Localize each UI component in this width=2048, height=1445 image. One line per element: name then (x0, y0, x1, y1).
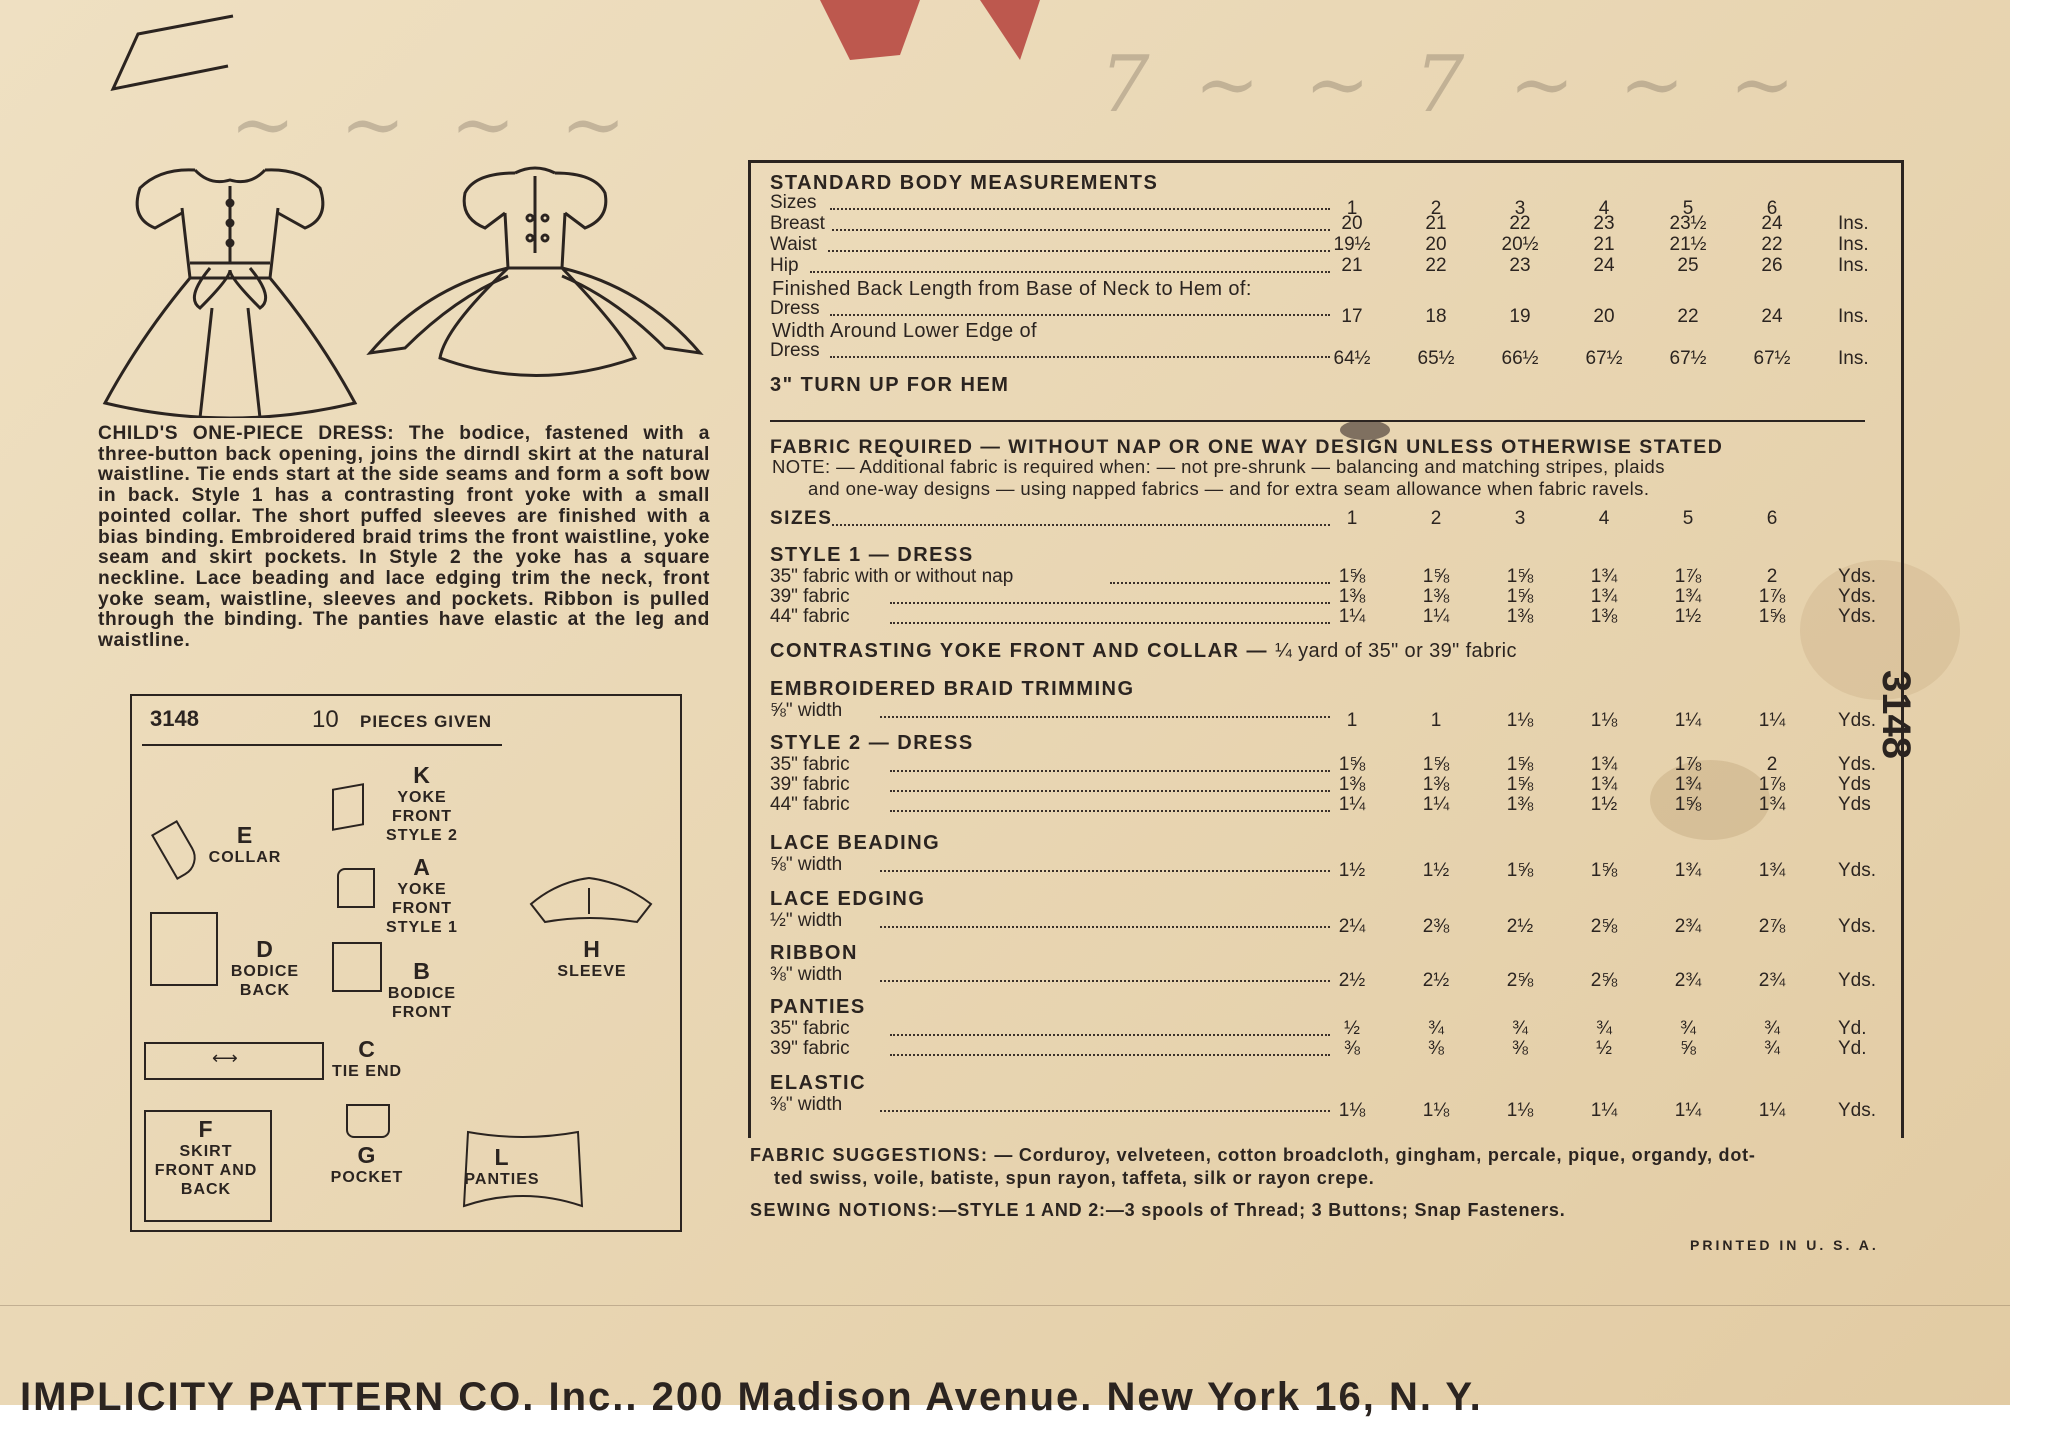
size-value: 24 (1761, 306, 1783, 327)
footer-rule (0, 1305, 2010, 1306)
size-value: 65½ (1417, 348, 1455, 369)
section-heading: STYLE 2 — DRESS (770, 732, 974, 754)
unit-label: Ins. (1838, 306, 1869, 327)
size-value: 2½ (1338, 970, 1366, 991)
unit-label: Yds. (1838, 916, 1877, 937)
size-value: 1¼ (1338, 794, 1366, 815)
leader-dots (880, 870, 1330, 872)
unit-label: Ins. (1838, 348, 1869, 369)
section-heading: LACE EDGING (770, 888, 926, 910)
piece-name: COLLAR (208, 849, 282, 866)
size-value: ¾ (1764, 1038, 1780, 1059)
size-value: 1⅛ (1506, 1100, 1534, 1121)
pieces-given-label: PIECES GIVEN (360, 712, 492, 731)
piece-f (148, 1116, 264, 1199)
leader-dots (832, 524, 1330, 526)
piece-letter: C (358, 1036, 376, 1062)
size-value: 24 (1761, 213, 1783, 234)
unit-label: Yd. (1838, 1038, 1867, 1059)
section-heading: RIBBON (770, 942, 858, 964)
size-value: 1⅝ (1338, 566, 1366, 587)
piece-l (462, 1144, 542, 1189)
size-value: ⅜ (1512, 1038, 1528, 1059)
size-value: 22 (1761, 234, 1783, 255)
size-value: 2⅝ (1590, 970, 1618, 991)
size-value: 2½ (1422, 970, 1450, 991)
size-value: 1¼ (1590, 1100, 1618, 1121)
piece-letter: B (413, 958, 431, 984)
size-value: 67½ (1669, 348, 1707, 369)
header-rule (142, 744, 502, 746)
size-value: 1⅜ (1422, 586, 1450, 607)
description-title: CHILD'S ONE-PIECE DRESS: (98, 423, 395, 444)
section-rule (770, 420, 1865, 422)
fabric-title: FABRIC REQUIRED — WITHOUT NAP OR ONE WAY DESIGN UNLESS OTHERWISE STATED (770, 436, 1724, 458)
size-value: 1¼ (1674, 1100, 1702, 1121)
suggestions-line-2: ted swiss, voile, batiste, spun rayon, taffeta, silk or rayon crepe. (774, 1168, 1375, 1188)
size-value: 1¼ (1674, 710, 1702, 731)
size-value: ¾ (1428, 1018, 1444, 1039)
contrast-label: CONTRASTING YOKE FRONT AND COLLAR — (770, 640, 1269, 662)
piece-name: YOKE FRONT STYLE 1 (386, 881, 458, 936)
row-label: 39" fabric (770, 774, 850, 795)
size-value: 2 (1430, 198, 1442, 219)
unit-label: Ins. (1838, 234, 1869, 255)
size-value: 1¼ (1422, 606, 1450, 627)
piece-letter: F (198, 1116, 214, 1142)
size-value: 1⅝ (1590, 860, 1618, 881)
size-value: 1⅛ (1338, 1100, 1366, 1121)
size-value: 1¾ (1590, 566, 1618, 587)
size-value: 67½ (1753, 348, 1791, 369)
size-value: 2¾ (1674, 916, 1702, 937)
bodice-back-shape (150, 912, 218, 986)
size-value: 2¾ (1758, 970, 1786, 991)
dress-illustration-front (100, 158, 360, 423)
size-value: 1¾ (1674, 774, 1702, 795)
size-value: 6 (1766, 508, 1778, 529)
leader-dots (832, 229, 1330, 231)
row-label: Waist (770, 234, 817, 255)
row-label: ⅝" width (770, 854, 843, 875)
size-value: 1⅞ (1758, 774, 1786, 795)
size-value: 4 (1598, 198, 1610, 219)
suggestions-label: FABRIC SUGGESTIONS: (750, 1145, 989, 1165)
size-value: 1⅝ (1506, 754, 1534, 775)
pattern-description (98, 424, 710, 652)
section-heading: EMBROIDERED BRAID TRIMMING (770, 678, 1135, 700)
piece-name: YOKE FRONT STYLE 2 (386, 789, 458, 844)
size-value: 1⅛ (1422, 1100, 1450, 1121)
size-value: 1¼ (1338, 606, 1366, 627)
grain-arrow: ⟷ (212, 1048, 238, 1068)
size-value: 1 (1430, 710, 1442, 731)
pencil-scribble: ~ ~ ~ ~ (230, 80, 636, 170)
size-value: 1¾ (1590, 586, 1618, 607)
leader-dots (880, 1110, 1330, 1112)
piece-h (542, 936, 642, 981)
publisher-footer: IMPLICITY PATTERN CO. Inc.. 200 Madison Avenue. New York 16, N. Y. (20, 1375, 1483, 1419)
row-label: ⅜" width (770, 1094, 843, 1115)
piece-name: BODICE FRONT (387, 985, 457, 1021)
size-value: 6 (1766, 198, 1778, 219)
row-label: 44" fabric (770, 794, 850, 815)
section-heading: LACE BEADING (770, 832, 941, 854)
size-value: 22 (1425, 255, 1447, 276)
size-value: 1⅝ (1758, 606, 1786, 627)
fabric-note-1: NOTE: — Additional fabric is required when: — not pre-shrunk — balancing and matching stripes, plaids (772, 456, 1665, 477)
size-value: ½ (1596, 1038, 1612, 1059)
size-value: 22 (1677, 306, 1699, 327)
size-value: 21 (1425, 213, 1447, 234)
piece-k (372, 762, 472, 845)
size-value: 19½ (1333, 234, 1371, 255)
row-label: Dress (770, 340, 820, 361)
row-label: 39" fabric (770, 586, 850, 607)
size-value: 23½ (1669, 213, 1707, 234)
leader-dots (880, 926, 1330, 928)
unit-label: Ins. (1838, 213, 1869, 234)
size-value: 1⅜ (1422, 774, 1450, 795)
piece-name: SKIRT FRONT AND BACK (154, 1143, 258, 1198)
piece-b (372, 958, 472, 1022)
size-value: 26 (1761, 255, 1783, 276)
printed-note: PRINTED IN U. S. A. (1690, 1237, 1879, 1253)
unit-label: Yds. (1838, 860, 1877, 881)
piece-g (317, 1142, 417, 1187)
size-value: 1¾ (1674, 586, 1702, 607)
yoke-front-style1-shape (337, 868, 375, 908)
piece-name: TIE END (331, 1063, 403, 1080)
leader-dots (830, 314, 1330, 316)
size-value: 1⅜ (1506, 794, 1534, 815)
size-value: 1⅝ (1506, 586, 1534, 607)
size-value: 1¾ (1590, 754, 1618, 775)
row-label: SIZES (770, 508, 833, 529)
unit-label: Yds. (1838, 566, 1877, 587)
size-value: 1½ (1422, 860, 1450, 881)
size-value: 20 (1593, 306, 1615, 327)
size-value: 4 (1598, 508, 1610, 529)
size-value: 5 (1682, 508, 1694, 529)
size-value: 1⅝ (1674, 794, 1702, 815)
size-value: 2⅞ (1758, 916, 1786, 937)
piece-letter: A (413, 854, 431, 880)
description-text: The bodice, fastened with a three-button back opening, joins the dirndl skirt at the natural waistline. Tie ends start at the side seams and form a soft bow in back. Style 1 has a contrasting front yoke with a small pointed collar. The short puffed sleeves are finished with a bias binding. Embroidered braid trims the front waistline, yoke seam and skirt pockets. In Style 2 the yoke has a square neckline. Lace beading and lace edging trim the neck, front yoke seam, waistline, sleeves and pockets. Ribbon is pulled through the binding. The panties have elastic at the leg and waistline. (98, 423, 710, 652)
size-value: 3 (1514, 198, 1526, 219)
unit-label: Yds. (1838, 970, 1877, 991)
size-value: 23 (1593, 213, 1615, 234)
size-value: ¾ (1764, 1018, 1780, 1039)
size-value: 2⅝ (1506, 970, 1534, 991)
piece-name: PANTIES (464, 1171, 540, 1188)
piece-letter: L (494, 1144, 510, 1170)
size-value: 22 (1509, 213, 1531, 234)
notions-label: SEWING NOTIONS: (750, 1200, 939, 1220)
size-value: 19 (1509, 306, 1531, 327)
row-label: 44" fabric (770, 606, 850, 627)
size-value: 20 (1425, 234, 1447, 255)
piece-letter: E (236, 822, 254, 848)
dress-illustration-back (365, 158, 710, 393)
size-value: 1 (1346, 198, 1358, 219)
size-value: 18 (1425, 306, 1447, 327)
row-label: 39" fabric (770, 1038, 850, 1059)
unit-label: Ins. (1838, 255, 1869, 276)
size-value: 17 (1341, 306, 1363, 327)
size-value: 1 (1346, 508, 1358, 529)
size-value: 1 (1346, 710, 1358, 731)
size-value: 1¾ (1758, 794, 1786, 815)
size-value: 20 (1341, 213, 1363, 234)
section-heading: PANTIES (770, 996, 866, 1018)
size-value: 1¾ (1674, 860, 1702, 881)
size-value: 1⅞ (1674, 754, 1702, 775)
leader-dots (890, 790, 1330, 792)
size-value: 1½ (1590, 794, 1618, 815)
unit-label: Yds (1838, 774, 1871, 795)
leader-dots (810, 271, 1330, 273)
leader-dots (830, 356, 1330, 358)
notions-text: —STYLE 1 AND 2:—3 spools of Thread; 3 Buttons; Snap Fasteners. (938, 1200, 1566, 1220)
leader-dots (890, 1054, 1330, 1056)
size-value: 1⅜ (1338, 586, 1366, 607)
size-value: 25 (1677, 255, 1699, 276)
piece-letter: D (256, 936, 274, 962)
size-value: 1⅝ (1506, 774, 1534, 795)
size-value: 1¼ (1422, 794, 1450, 815)
piece-letter: G (357, 1142, 377, 1168)
width-label: Width Around Lower Edge of (772, 320, 1037, 342)
size-value: 1⅜ (1590, 606, 1618, 627)
pieces-count: 10 (312, 706, 339, 733)
row-label: ⅜" width (770, 964, 843, 985)
piece-name: POCKET (330, 1169, 404, 1186)
hem-note: 3" TURN UP FOR HEM (770, 374, 1010, 396)
red-tape (810, 0, 1070, 70)
size-value: 1⅝ (1338, 754, 1366, 775)
leader-dots (830, 208, 1330, 210)
leader-dots (890, 602, 1330, 604)
contrast-title (770, 640, 1517, 663)
size-value: 2¾ (1674, 970, 1702, 991)
size-value: 66½ (1501, 348, 1539, 369)
size-value: ⅜ (1344, 1038, 1360, 1059)
corner-fold (108, 14, 248, 94)
size-value: 1¾ (1758, 860, 1786, 881)
piece-name: SLEEVE (557, 963, 627, 980)
size-value: 2⅝ (1590, 916, 1618, 937)
piece-d (220, 936, 310, 1000)
leader-dots (880, 980, 1330, 982)
leader-dots (890, 770, 1330, 772)
size-value: ¾ (1596, 1018, 1612, 1039)
size-value: 1⅞ (1674, 566, 1702, 587)
size-value: 2 (1430, 508, 1442, 529)
back-length-label: Finished Back Length from Base of Neck to Hem of: (772, 278, 1252, 300)
size-value: 1⅝ (1506, 860, 1534, 881)
unit-label: Yds. (1838, 606, 1877, 627)
size-value: 1¼ (1758, 1100, 1786, 1121)
piece-letter: K (413, 762, 431, 788)
size-value: 24 (1593, 255, 1615, 276)
size-value: ¾ (1680, 1018, 1696, 1039)
row-label: 35" fabric with or without nap (770, 566, 1014, 587)
row-label: Breast (770, 213, 825, 234)
pieces-given-box (130, 694, 682, 1232)
piece-name: BODICE BACK (230, 963, 300, 999)
row-label: Dress (770, 298, 820, 319)
fabric-note-2: and one-way designs — using napped fabrics — and for extra seam allowance when fabric ravels. (808, 478, 1650, 499)
size-value: ⅝ (1680, 1038, 1696, 1059)
row-label: ½" width (770, 910, 843, 931)
pencil-scribble: 7 ~ ~ 7 ~ ~ ~ (1100, 40, 1805, 130)
unit-label: Yds. (1838, 710, 1877, 731)
size-value: 23 (1509, 255, 1531, 276)
collar-shape (151, 820, 203, 880)
leader-dots (890, 1034, 1330, 1036)
fabric-suggestions (750, 1145, 1756, 1166)
leader-dots (890, 810, 1330, 812)
size-value: 3 (1514, 508, 1526, 529)
size-value: 5 (1682, 198, 1694, 219)
size-value: 1¼ (1758, 710, 1786, 731)
row-label: ⅝" width (770, 700, 843, 721)
piece-a (372, 854, 472, 937)
unit-label: Yd. (1838, 1018, 1867, 1039)
size-value: ¾ (1512, 1018, 1528, 1039)
size-value: ⅜ (1428, 1038, 1444, 1059)
unit-label: Yds. (1838, 586, 1877, 607)
size-value: 21 (1341, 255, 1363, 276)
size-value: 1⅝ (1422, 566, 1450, 587)
size-value: 1¾ (1590, 774, 1618, 795)
pocket-shape (346, 1104, 390, 1138)
row-label: Hip (770, 255, 799, 276)
piece-e (200, 822, 290, 867)
size-value: 1⅜ (1506, 606, 1534, 627)
size-value: 1½ (1338, 860, 1366, 881)
size-value: 2⅜ (1422, 916, 1450, 937)
leader-dots (890, 622, 1330, 624)
row-label: 35" fabric (770, 1018, 850, 1039)
section-heading: ELASTIC (770, 1072, 867, 1094)
leader-dots (828, 250, 1330, 252)
size-value: 2¼ (1338, 916, 1366, 937)
piece-c (322, 1036, 412, 1081)
leader-dots (1110, 582, 1330, 584)
size-value: 1⅞ (1758, 586, 1786, 607)
size-value: ½ (1344, 1018, 1360, 1039)
pattern-number: 3148 (150, 706, 199, 731)
unit-label: Yds. (1838, 1100, 1877, 1121)
size-value: 21 (1593, 234, 1615, 255)
suggestions-line-1: — Corduroy, velveteen, cotton broadcloth, gingham, percale, pique, organdy, dot- (994, 1145, 1756, 1165)
size-value: 1⅛ (1506, 710, 1534, 731)
size-value: 21½ (1669, 234, 1707, 255)
contrast-text: ¼ yard of 35" or 39" fabric (1275, 640, 1517, 662)
size-value: 1⅝ (1422, 754, 1450, 775)
size-value: 2 (1766, 754, 1778, 775)
size-value: 1½ (1674, 606, 1702, 627)
measurements-title: STANDARD BODY MEASUREMENTS (770, 172, 1159, 194)
sewing-notions (750, 1200, 1566, 1221)
size-value: 20½ (1501, 234, 1539, 255)
unit-label: Yds. (1838, 754, 1877, 775)
size-value: 1⅛ (1590, 710, 1618, 731)
unit-label: Yds (1838, 794, 1871, 815)
piece-letter: H (583, 936, 601, 962)
size-value: 67½ (1585, 348, 1623, 369)
size-value: 2½ (1506, 916, 1534, 937)
row-label: 35" fabric (770, 754, 850, 775)
size-value: 1⅜ (1338, 774, 1366, 795)
section-heading: STYLE 1 — DRESS (770, 544, 974, 566)
size-value: 64½ (1333, 348, 1371, 369)
side-pattern-number: 3148 (1874, 670, 1918, 759)
size-value: 1⅝ (1506, 566, 1534, 587)
yoke-front-style2-shape (332, 783, 364, 831)
size-value: 2 (1766, 566, 1778, 587)
sleeve-shape (527, 874, 657, 934)
row-label: Sizes (770, 192, 817, 213)
leader-dots (880, 716, 1330, 718)
